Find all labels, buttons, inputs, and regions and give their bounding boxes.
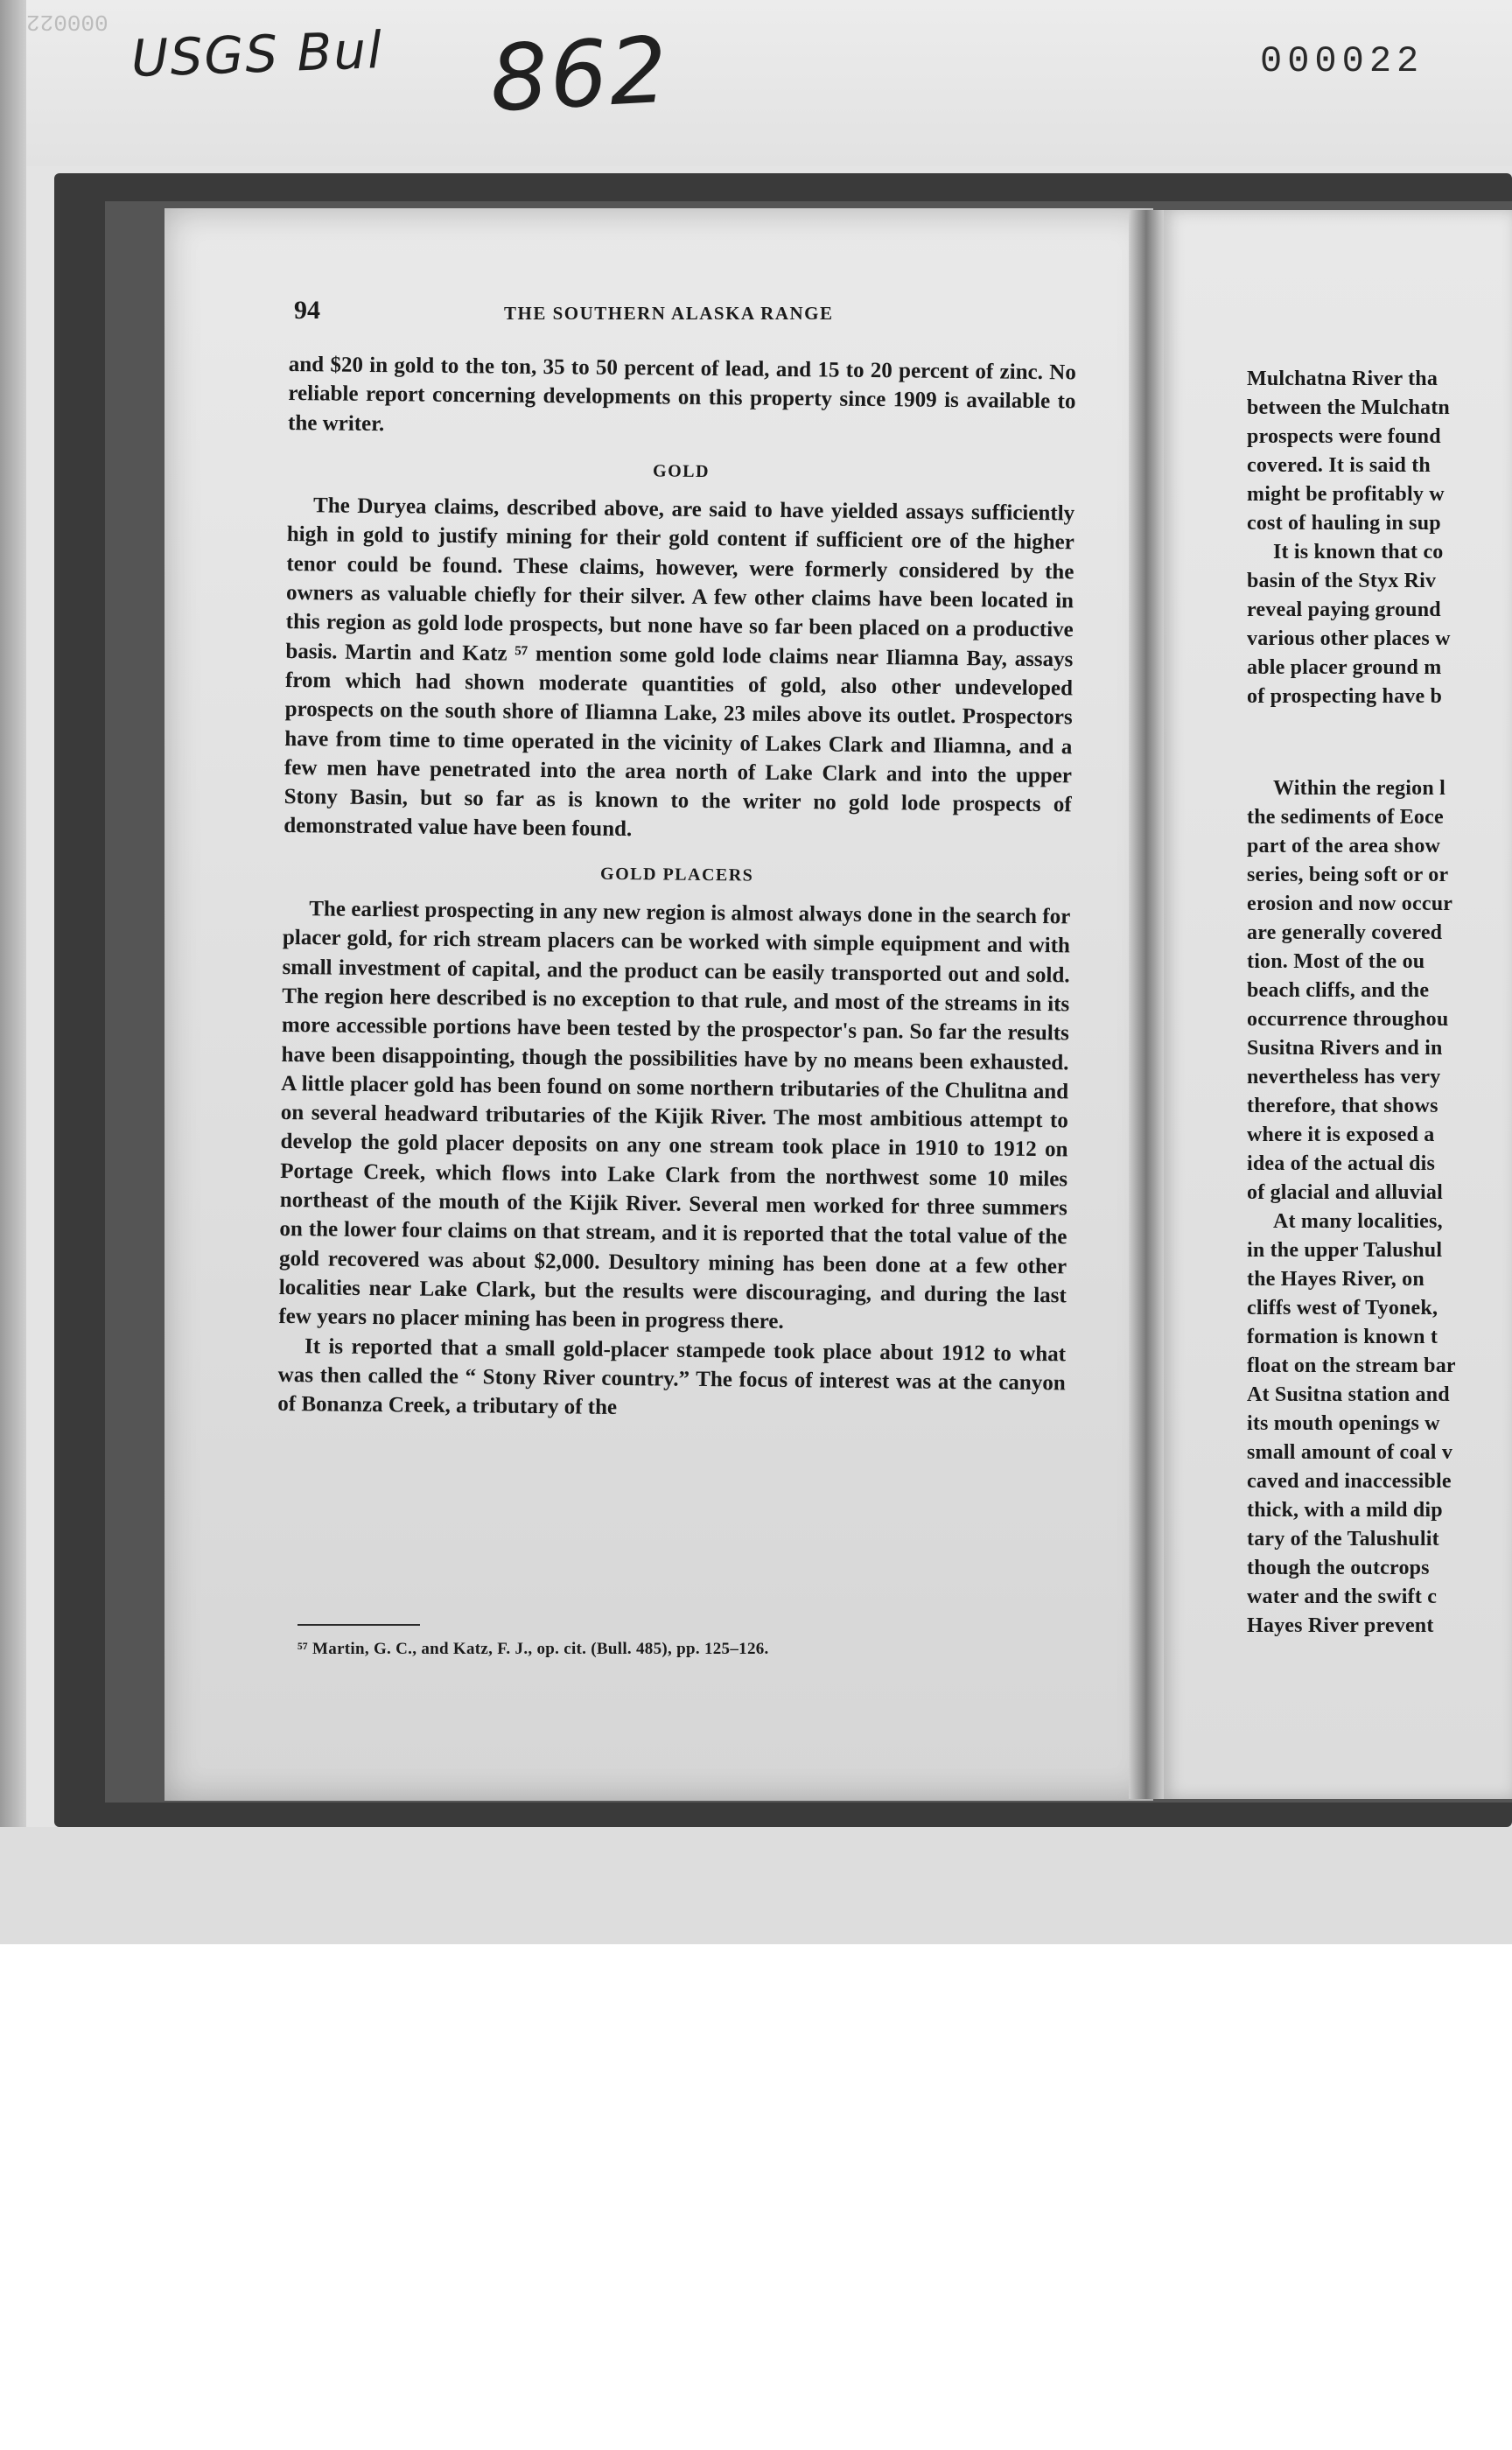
right-page-line: water and the swift c [1247, 1586, 1438, 1608]
lead-paragraph: and $20 in gold to the ton, 35 to 50 percent of lead, and 15 to 20 percent of zinc. No reliable report concerning developments on this property since 1909 is available to the writer. [287, 352, 1076, 436]
right-page-line: might be profitably w [1247, 483, 1445, 506]
section-heading-gold-placers: GOLD PLACERS [600, 864, 754, 886]
right-page-line: float on the stream bar [1247, 1354, 1456, 1377]
right-page-line: Within the region l [1273, 777, 1446, 800]
right-page-line: small amount of coal v [1247, 1441, 1453, 1464]
right-page-line: series, being soft or or [1247, 864, 1449, 886]
right-page-line: Mulchatna River tha [1247, 368, 1438, 390]
right-page-line: At many localities, [1273, 1210, 1443, 1233]
scan-binding-edge [0, 0, 26, 1944]
right-page-line: covered. It is said th [1247, 454, 1431, 477]
right-page-line: nevertheless has very [1247, 1066, 1441, 1088]
right-page-line: cliffs west of Tyonek, [1247, 1297, 1438, 1320]
right-page-line: basin of the Styx Riv [1247, 570, 1437, 592]
faint-bleedthrough-number: 000022 [26, 9, 108, 35]
right-page-line: though the outcrops [1247, 1557, 1430, 1579]
right-page-line: of prospecting have b [1247, 685, 1443, 708]
right-page-line: caved and inaccessible [1247, 1470, 1452, 1493]
section-heading-gold: GOLD [653, 461, 710, 481]
right-page-line: reveal paying ground [1247, 598, 1441, 621]
right-page-line: part of the area show [1247, 835, 1441, 858]
right-page-line: prospects were found [1247, 425, 1441, 448]
footnote-57: ⁵⁷ Martin, G. C., and Katz, F. J., op. cit. (Bull. 485), pp. 125–126. [298, 1640, 769, 1658]
handwritten-bulletin-number: 862 [486, 16, 672, 133]
right-page-line: occurrence throughou [1247, 1008, 1449, 1031]
right-page-line: of glacial and alluvial [1247, 1181, 1443, 1204]
right-page-line: idea of the actual dis [1247, 1152, 1436, 1175]
right-page-line: tion. Most of the ou [1247, 950, 1425, 973]
right-page-line: where it is exposed a [1247, 1124, 1435, 1146]
page-header [294, 296, 1099, 327]
document-id-stamp: 000022 [1260, 40, 1424, 82]
handwritten-series-label: USGS Bul [130, 19, 385, 89]
right-page-line: able placer ground m [1247, 656, 1442, 679]
gold-placers-paragraph-1: The earliest prospecting in any new region is almost always done in the search for placer gold, for rich stream placers can be worked with simple equipment and with small investment of capital, and the product can be easily transported out and sold. The region here described is no exception to that rule, and most of the streams in its more accessible portions have been tested by the prospector's pan. So far the results have been disappointing, though the possibilities have by no means been exhausted. A little placer gold has been found on some northern tributaries of the Chulitna and on several headward tributaries of the Kijik River. The most ambitious attempt to develop the gold placer deposits on any one stream took place in 1910 to 1912 on Portage Creek, which flows into Lake Clark from the northwest some 10 miles northeast of the mouth of the Kijik River. Several men worked for three summers on the lower four claims on that stream, and it is reported that the total value of the gold recovered was about $2,000. Desultory mining has been done at a few other localities near Lake Clark, but the results were discouraging, and during the last few years no placer mining has been in progress there. [278, 897, 1071, 1334]
right-page-line: erosion and now occur [1247, 892, 1453, 915]
right-page-line: tary of the Talushulit [1247, 1528, 1439, 1550]
right-page-line: the Hayes River, on [1247, 1268, 1424, 1291]
right-page-line: beach cliffs, and the [1247, 979, 1430, 1002]
right-page-line: It is known that co [1273, 541, 1444, 564]
running-head: THE SOUTHERN ALASKA RANGE [504, 303, 834, 324]
right-page-line: therefore, that shows [1247, 1095, 1438, 1117]
right-page-line: its mouth openings w [1247, 1412, 1440, 1435]
footnote-divider [298, 1624, 420, 1626]
right-page-line: Hayes River prevent [1247, 1614, 1434, 1637]
page-number: 94 [294, 296, 320, 325]
scan-bottom-margin [0, 1827, 1512, 1944]
right-page-line: thick, with a mild dip [1247, 1499, 1443, 1522]
right-page-line: between the Mulchatn [1247, 396, 1450, 419]
left-page-body [277, 350, 1076, 1427]
right-page-line: formation is known t [1247, 1326, 1438, 1348]
right-page-line: the sediments of Eoce [1247, 806, 1444, 829]
right-page-line: At Susitna station and [1247, 1383, 1450, 1406]
gold-placers-paragraph-2: It is reported that a small gold-placer stampede took place about 1912 to what was then called the “ Stony River country.” The focus of interest was at the canyon of Bonanza Creek, a tributary of the [277, 1334, 1067, 1420]
book-gutter-shadow [1129, 210, 1164, 1799]
right-page-line: cost of hauling in sup [1247, 512, 1441, 535]
right-page-line: in the upper Talushul [1247, 1239, 1443, 1262]
right-page-line: are generally covered [1247, 921, 1443, 944]
gold-paragraph-1: The Duryea claims, described above, are said to have yielded assays sufficiently high in gold to justify mining for their gold content if sufficient ore of the higher tenor could be found. These claims, however, were formerly considered by the owners as valuable chiefly for their silver. A few other claims have been located in this region as gold lode prospects, but none have so far been placed on a productive basis. Martin and Katz ⁵⁷ mention some gold lode claims near Iliamna Bay, assays from which had shown moderate quantities of gold, also other undeveloped prospects on the south shore of Iliamna Lake, 23 miles above its outlet. Prospectors have from time to time operated in the vicinity of Lakes Clark and Iliamna, and a few men have penetrated into the area north of Lake Clark and into the upper Stony Basin, but so far as is known to the writer no gold lode prospects of demonstrated value have been found. [284, 494, 1075, 842]
right-page-line: Susitna Rivers and in [1247, 1037, 1443, 1060]
right-page-line: various other places w [1247, 627, 1451, 650]
